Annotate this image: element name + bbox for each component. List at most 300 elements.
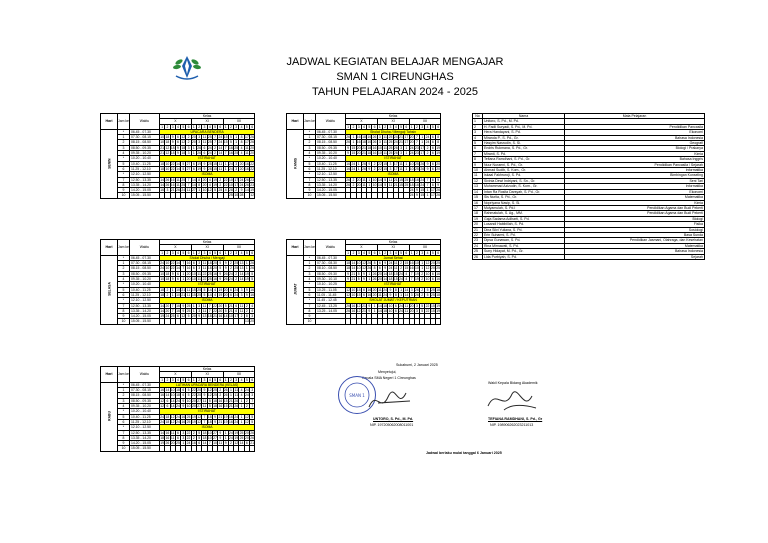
teacher-code-cell: 21 bbox=[362, 303, 366, 308]
teacher-code-cell: 26 bbox=[393, 151, 398, 156]
teacher-code-cell: 6 bbox=[177, 271, 179, 276]
teacher-code-cell: 11 bbox=[239, 303, 244, 308]
teacher-code-cell: 2 bbox=[373, 161, 376, 166]
teacher-code-cell: 18 bbox=[207, 419, 212, 424]
teacher-code-cell: 8 bbox=[373, 261, 376, 266]
class-number: 1 bbox=[224, 124, 227, 129]
period-time: 06.45 - 07.30 bbox=[129, 255, 159, 260]
class-number: 1 bbox=[378, 124, 381, 129]
teacher-code-cell: 9 bbox=[245, 287, 248, 292]
teacher-code-cell: 26 bbox=[436, 188, 441, 193]
teacher-code-cell: 12 bbox=[244, 414, 249, 419]
kelas-header: Kelas bbox=[345, 114, 440, 119]
staff-subject: Pendidikan Pancasila bbox=[565, 124, 705, 129]
teacher-code-cell: 6 bbox=[431, 140, 434, 145]
teacher-code-cell: 25 bbox=[186, 303, 191, 308]
teacher-code-cell: 5 bbox=[230, 135, 232, 140]
teacher-code-cell: 20 bbox=[356, 151, 361, 156]
period-time: 15.05 - 15.50 bbox=[129, 193, 159, 198]
teacher-code-cell: 10 bbox=[377, 151, 382, 156]
teacher-code-cell: 19 bbox=[218, 292, 223, 297]
teacher-code-cell: 20 bbox=[191, 135, 196, 140]
teacher-code-cell: 26 bbox=[367, 266, 372, 271]
class-number: 4 bbox=[208, 250, 211, 255]
teacher-code-cell: 22 bbox=[377, 161, 382, 166]
teacher-code-cell: 10 bbox=[160, 277, 164, 282]
grade-header: XII bbox=[409, 245, 441, 250]
period-time: 08.50 - 09.30 bbox=[315, 271, 345, 276]
teacher-code-cell: 10 bbox=[229, 177, 233, 182]
period-time: 12.10 - 12.50 bbox=[129, 298, 159, 303]
teacher-code-cell: 18 bbox=[170, 151, 175, 156]
teacher-code-cell: 19 bbox=[197, 161, 202, 166]
teacher-code-cell: 10 bbox=[165, 166, 170, 171]
class-number: 2 bbox=[230, 250, 232, 255]
teacher-code-cell: 5 bbox=[426, 292, 429, 297]
staff-name: Intan Ra Rosita Darsyah, S. Pd., Gr. bbox=[483, 189, 565, 194]
schedule-row bbox=[287, 145, 441, 150]
teacher-code-cell: 13 bbox=[239, 261, 244, 266]
teacher-code-cell: 24 bbox=[399, 271, 403, 276]
teacher-code-cell: 14 bbox=[191, 182, 196, 187]
teacher-code-cell: 4 bbox=[251, 308, 254, 313]
teacher-code-cell: 10 bbox=[207, 435, 212, 440]
teacher-code-cell: 18 bbox=[160, 435, 164, 440]
teacher-code-cell: 26 bbox=[250, 261, 255, 266]
teacher-code-cell: 16 bbox=[181, 419, 186, 424]
period-number: 1 bbox=[118, 135, 130, 140]
teacher-code-cell: 10 bbox=[229, 314, 233, 319]
teacher-code-cell: 7 bbox=[224, 145, 227, 150]
schedule-row bbox=[287, 140, 441, 145]
staff-name: Dipsa Gunawan, S. Pd. bbox=[483, 238, 565, 243]
teacher-code-cell: 1 bbox=[368, 182, 371, 187]
teacher-code-cell: 25 bbox=[213, 393, 217, 398]
teacher-code-cell: 16 bbox=[181, 414, 186, 419]
teacher-code-cell: 25 bbox=[388, 145, 393, 150]
period-number: 10 bbox=[304, 193, 316, 198]
waktu-header: Waktu bbox=[315, 114, 345, 130]
teacher-code-cell: 22 bbox=[213, 308, 217, 313]
teacher-code-cell: 16 bbox=[229, 145, 233, 150]
teacher-code-cell: 20 bbox=[239, 161, 244, 166]
teacher-code-cell: 14 bbox=[383, 277, 388, 282]
teacher-code-cell: 2 bbox=[426, 145, 429, 150]
teacher-code-cell: 18 bbox=[207, 261, 212, 266]
teacher-code-cell: 14 bbox=[165, 388, 170, 393]
teacher-code-cell: 3 bbox=[400, 145, 402, 150]
staff-row bbox=[473, 254, 705, 259]
teacher-code-cell: 26 bbox=[372, 135, 377, 140]
staff-name: Miranti, S. Pd. bbox=[483, 151, 565, 156]
schedule-row bbox=[101, 277, 255, 282]
class-number: 4 bbox=[240, 377, 243, 382]
teacher-code-cell: 15 bbox=[420, 193, 425, 198]
class-number: 5 bbox=[214, 124, 216, 129]
class-number: 1 bbox=[347, 124, 350, 129]
teacher-code-cell: 26 bbox=[223, 388, 228, 393]
principal-role: Kepala SMA Negeri 1 Cireunghas bbox=[362, 376, 416, 380]
grade-header: XI bbox=[377, 245, 409, 250]
teacher-code-cell: 9 bbox=[219, 277, 222, 282]
staff-header: Mata Pelajaran bbox=[565, 114, 705, 119]
teacher-code-cell: 8 bbox=[437, 140, 440, 145]
teacher-code-cell: 18 bbox=[176, 388, 180, 393]
teacher-code-cell: 9 bbox=[203, 393, 206, 398]
teacher-code-cell: 5 bbox=[203, 287, 206, 292]
teacher-code-cell: 2 bbox=[235, 277, 238, 282]
kelas-header: Kelas bbox=[159, 367, 254, 372]
period-number: 3 bbox=[118, 398, 130, 403]
period-time: 10.20 - 10.40 bbox=[129, 409, 159, 414]
teacher-code-cell: 18 bbox=[176, 393, 180, 398]
teacher-code-cell: 10 bbox=[170, 393, 175, 398]
teacher-code-cell: 15 bbox=[399, 177, 403, 182]
teacher-code-cell: 5 bbox=[357, 271, 360, 276]
teacher-code-cell: 6 bbox=[177, 314, 179, 319]
teacher-code-cell: 7 bbox=[187, 182, 190, 187]
schedule-row bbox=[287, 177, 441, 182]
break-event: ISTIRAHAT bbox=[159, 282, 254, 287]
teacher-code-cell: 22 bbox=[170, 161, 175, 166]
teacher-code-cell: 26 bbox=[244, 182, 249, 187]
teacher-code-cell: 21 bbox=[229, 404, 233, 409]
period-number: * bbox=[304, 129, 316, 134]
teacher-code-cell: 2 bbox=[245, 303, 248, 308]
period-number: 2 bbox=[118, 393, 130, 398]
period-time: 15.05 - 15.50 bbox=[129, 446, 159, 451]
staff-subject: Pendidikan Pancasila / Sejarah bbox=[565, 162, 705, 167]
teacher-code-cell: 18 bbox=[202, 435, 207, 440]
teacher-code-cell: 16 bbox=[186, 266, 191, 271]
grade-header: XII bbox=[223, 245, 255, 250]
teacher-code-cell: 7 bbox=[416, 135, 418, 140]
class-number: 3 bbox=[171, 250, 174, 255]
teacher-code-cell: 1 bbox=[426, 188, 429, 193]
teacher-code-cell: 5 bbox=[421, 308, 424, 313]
class-number: 3 bbox=[171, 124, 174, 129]
schedule-row bbox=[101, 314, 255, 319]
teacher-code-cell: 18 bbox=[388, 277, 393, 282]
schedule-row bbox=[101, 182, 255, 187]
teacher-code-cell: 18 bbox=[346, 261, 350, 266]
class-number: 5 bbox=[400, 250, 402, 255]
staff-name: Sis Nurlia, S. Pd., Gr. bbox=[483, 195, 565, 200]
teacher-code-cell: 19 bbox=[218, 287, 223, 292]
teacher-code-cell: 8 bbox=[394, 292, 397, 297]
staff-subject: Ekonomi bbox=[565, 189, 705, 194]
staff-name: Ahmad Sudib, S. Kom., Gr. bbox=[483, 168, 565, 173]
period-time: 13.35 - 14.20 bbox=[129, 182, 159, 187]
schedule-row bbox=[287, 266, 441, 271]
teacher-code-cell: 9 bbox=[426, 166, 429, 171]
teacher-code-cell: 20 bbox=[356, 145, 361, 150]
grade-header: XII bbox=[223, 372, 255, 377]
teacher-code-cell: 20 bbox=[250, 151, 255, 156]
period-time: 11.05 - 11.45 bbox=[315, 292, 345, 297]
teacher-code-cell: 5 bbox=[198, 430, 201, 435]
teacher-code-cell: 1 bbox=[368, 177, 371, 182]
teacher-code-cell: 16 bbox=[218, 398, 223, 403]
teacher-code-cell: 17 bbox=[404, 135, 409, 140]
teacher-code-cell: 18 bbox=[160, 166, 164, 171]
teacher-code-cell: 1 bbox=[373, 303, 376, 308]
period-time: 07.30 - 08.15 bbox=[129, 388, 159, 393]
teacher-code-cell: 22 bbox=[191, 393, 196, 398]
teacher-code-cell: 12 bbox=[346, 292, 350, 297]
teacher-code-cell: 14 bbox=[160, 430, 164, 435]
schedule-row bbox=[101, 261, 255, 266]
schedule-row bbox=[101, 303, 255, 308]
teacher-code-cell: 20 bbox=[165, 308, 170, 313]
teacher-code-cell: 26 bbox=[367, 261, 372, 266]
period-time: 10.20 - 10.40 bbox=[315, 156, 345, 161]
teacher-code-cell: 16 bbox=[409, 261, 414, 266]
period-number: * bbox=[118, 129, 130, 134]
teacher-code-cell: 26 bbox=[197, 145, 202, 150]
teacher-code-cell: 24 bbox=[218, 135, 223, 140]
teacher-code-cell: 7 bbox=[224, 151, 227, 156]
teacher-code-cell: 7 bbox=[214, 135, 216, 140]
teacher-code-cell: 10 bbox=[176, 287, 180, 292]
teacher-code-cell: 11 bbox=[245, 151, 249, 156]
break-event: ISTIRAHAT bbox=[159, 156, 254, 161]
teacher-code-cell: 11 bbox=[383, 135, 387, 140]
teacher-code-cell: 10 bbox=[415, 266, 419, 271]
teacher-code-cell: 9 bbox=[368, 166, 371, 171]
teacher-code-cell: 20 bbox=[436, 161, 441, 166]
teacher-code-cell: 11 bbox=[170, 430, 175, 435]
period-number: * bbox=[118, 409, 130, 414]
teacher-code-cell: 1 bbox=[198, 188, 201, 193]
principal-nip: NIP. 197205062008011001 bbox=[370, 423, 414, 427]
teacher-code-cell: 12 bbox=[207, 188, 212, 193]
teacher-code-cell: 1 bbox=[352, 135, 355, 140]
teacher-code-cell: 10 bbox=[234, 193, 239, 198]
teacher-code-cell: 14 bbox=[160, 177, 164, 182]
teacher-code-cell: 25 bbox=[234, 266, 239, 271]
teacher-code-cell: 27 bbox=[191, 188, 196, 193]
teacher-code-cell: 18 bbox=[436, 292, 441, 297]
teacher-code-cell: 7 bbox=[251, 398, 254, 403]
teacher-code-cell: 16 bbox=[176, 308, 180, 313]
class-number: 3 bbox=[389, 250, 392, 255]
teacher-code-cell: 5 bbox=[187, 388, 190, 393]
class-number: 2 bbox=[352, 124, 355, 129]
teacher-code-cell: 18 bbox=[165, 140, 170, 145]
teacher-code-cell: 22 bbox=[186, 430, 191, 435]
grade-header: X bbox=[159, 372, 191, 377]
break-event: ISTIRAHAT bbox=[345, 156, 440, 161]
grade-header: X bbox=[159, 119, 191, 124]
staff-no: 2 bbox=[473, 124, 483, 129]
period-time: 14.20 - 15.05 bbox=[129, 314, 159, 319]
teacher-code-cell: 14 bbox=[160, 182, 164, 187]
staff-no: 7 bbox=[473, 151, 483, 156]
teacher-code-cell: 6 bbox=[198, 441, 201, 446]
schedule-row bbox=[101, 166, 255, 171]
teacher-code-cell: 27 bbox=[213, 435, 217, 440]
teacher-code-cell: 18 bbox=[165, 277, 170, 282]
teacher-code-cell: 20 bbox=[372, 287, 377, 292]
teacher-code-cell: 26 bbox=[223, 393, 228, 398]
teacher-code-cell: 10 bbox=[170, 388, 175, 393]
teacher-code-cell: 22 bbox=[170, 266, 175, 271]
teacher-code-cell: 20 bbox=[191, 398, 196, 403]
staff-subject: Pendidikan Jasmani, Olahraga, dan Kesehatan bbox=[565, 238, 705, 243]
teacher-code-cell: 15 bbox=[213, 161, 217, 166]
period-time: 06.45 - 07.30 bbox=[129, 382, 159, 387]
period-number: 9 bbox=[304, 314, 316, 319]
teacher-code-cell: 6 bbox=[235, 308, 238, 313]
teacher-code-cell: 12 bbox=[207, 393, 212, 398]
teacher-code-cell: 16 bbox=[415, 182, 419, 187]
period-number: 8 bbox=[118, 182, 130, 187]
teacher-code-cell: 5 bbox=[187, 393, 190, 398]
jam-header: Jam ke bbox=[118, 114, 130, 130]
schedule-row bbox=[101, 441, 255, 446]
teacher-code-cell: 4 bbox=[240, 151, 243, 156]
class-number: 3 bbox=[389, 124, 392, 129]
period-time: 11.25 - 12.10 bbox=[129, 166, 159, 171]
teacher-code-cell: 24 bbox=[186, 441, 191, 446]
waktu-header: Waktu bbox=[129, 367, 159, 383]
teacher-code-cell: 7 bbox=[182, 266, 185, 271]
schedule-row bbox=[101, 382, 255, 387]
teacher-code-cell: 7 bbox=[203, 419, 206, 424]
teacher-code-cell: 11 bbox=[378, 287, 382, 292]
teacher-code-cell: 10 bbox=[409, 161, 414, 166]
teacher-code-cell: 11 bbox=[218, 441, 223, 446]
teacher-code-cell: 16 bbox=[176, 303, 180, 308]
class-number: 3 bbox=[421, 250, 424, 255]
teacher-code-cell: 19 bbox=[191, 414, 196, 419]
period-time: 13.35 - 14.20 bbox=[129, 308, 159, 313]
teacher-code-cell: 24 bbox=[207, 145, 212, 150]
teacher-code-cell: 25 bbox=[239, 435, 244, 440]
teacher-code-cell: 18 bbox=[165, 135, 170, 140]
grade-header: X bbox=[345, 245, 377, 250]
teacher-code-cell: 20 bbox=[409, 135, 414, 140]
teacher-code-cell: 9 bbox=[347, 151, 350, 156]
period-number: * bbox=[304, 172, 316, 177]
teacher-code-cell: 26 bbox=[420, 161, 425, 166]
teacher-code-cell: 11 bbox=[383, 145, 387, 150]
teacher-code-cell: 24 bbox=[383, 287, 388, 292]
schedule-row bbox=[101, 161, 255, 166]
teacher-code-cell: 9 bbox=[384, 266, 387, 271]
teacher-code-cell: 9 bbox=[182, 404, 185, 409]
break-event: ISTIRAHAT bbox=[159, 409, 254, 414]
teacher-code-cell: 15 bbox=[223, 135, 228, 140]
teacher-code-cell: 3 bbox=[187, 145, 190, 150]
teacher-code-cell: 15 bbox=[430, 303, 435, 308]
teacher-code-cell: 6 bbox=[245, 441, 248, 446]
period-number: 7 bbox=[118, 303, 130, 308]
staff-no: 9 bbox=[473, 162, 483, 167]
period-number: * bbox=[118, 282, 130, 287]
teacher-code-cell: 12 bbox=[356, 308, 361, 313]
teacher-code-cell: 26 bbox=[393, 145, 398, 150]
teacher-code-cell: 19 bbox=[223, 419, 228, 424]
teacher-code-cell: 16 bbox=[250, 292, 255, 297]
teacher-code-cell: 14 bbox=[207, 292, 212, 297]
period-number: 6 bbox=[304, 292, 316, 297]
teacher-code-cell: 25 bbox=[218, 188, 223, 193]
teacher-code-cell: 16 bbox=[218, 404, 223, 409]
staff-no: 10 bbox=[473, 168, 483, 173]
teacher-code-cell: 6 bbox=[394, 308, 397, 313]
staff-subject: Bahasa Indonesia bbox=[565, 135, 705, 140]
period-time: 12.50 - 13.35 bbox=[129, 430, 159, 435]
teacher-code-cell: 16 bbox=[415, 177, 419, 182]
teacher-code-cell: 24 bbox=[239, 182, 244, 187]
teacher-code-cell: 12 bbox=[160, 398, 164, 403]
teacher-code-cell: 4 bbox=[224, 188, 227, 193]
teacher-code-cell: 9 bbox=[368, 161, 371, 166]
teacher-code-cell: 11 bbox=[202, 398, 207, 403]
staff-no: 5 bbox=[473, 141, 483, 146]
teacher-code-cell: 24 bbox=[393, 140, 398, 145]
teacher-code-cell: 18 bbox=[207, 266, 212, 271]
teacher-code-cell: 9 bbox=[389, 287, 392, 292]
teacher-code-cell: 10 bbox=[367, 140, 372, 145]
teacher-code-cell: 12 bbox=[160, 404, 164, 409]
teacher-code-cell: 18 bbox=[409, 182, 414, 187]
period-number: 2 bbox=[304, 266, 316, 271]
schedule-table-selasa bbox=[100, 239, 255, 325]
teacher-code-cell: 5 bbox=[208, 398, 211, 403]
teacher-code-cell: 3 bbox=[198, 266, 201, 271]
teacher-code-cell: 14 bbox=[239, 441, 244, 446]
teacher-code-cell: 16 bbox=[213, 277, 217, 282]
teacher-code-cell: 12 bbox=[181, 135, 186, 140]
class-number: 5 bbox=[182, 250, 185, 255]
teacher-code-cell: 7 bbox=[416, 140, 418, 145]
teacher-code-cell: 14 bbox=[218, 145, 223, 150]
staff-subject: Kimia bbox=[565, 200, 705, 205]
staff-name: Nuur Nuraeni, S. Pd., Gr. bbox=[483, 162, 565, 167]
teacher-code-cell: 16 bbox=[356, 140, 361, 145]
teacher-code-cell: 20 bbox=[202, 182, 207, 187]
teacher-code-cell: 6 bbox=[182, 388, 185, 393]
teacher-code-cell: 7 bbox=[214, 140, 216, 145]
teacher-code-cell: 25 bbox=[239, 430, 244, 435]
class-number: 3 bbox=[235, 250, 238, 255]
schedule-row bbox=[101, 446, 255, 451]
teacher-code-cell: 24 bbox=[160, 261, 164, 266]
teacher-code-cell: 15 bbox=[356, 292, 361, 297]
teacher-code-cell: 27 bbox=[197, 398, 202, 403]
teacher-code-cell: 7 bbox=[187, 177, 190, 182]
period-number: 10 bbox=[118, 446, 130, 451]
period-time: 14.20 - 15.05 bbox=[315, 188, 345, 193]
teacher-code-cell: 3 bbox=[166, 188, 169, 193]
teacher-code-cell: 21 bbox=[250, 441, 255, 446]
teacher-code-cell: 15 bbox=[383, 161, 388, 166]
teacher-code-cell: 11 bbox=[202, 140, 207, 145]
period-time: 07.30 - 08.15 bbox=[129, 135, 159, 140]
teacher-code-cell: 16 bbox=[351, 303, 356, 308]
teacher-code-cell: 26 bbox=[346, 182, 350, 187]
teacher-code-cell: 17 bbox=[244, 140, 249, 145]
teacher-code-cell: 4 bbox=[214, 292, 216, 297]
period-time: 08.15 - 08.50 bbox=[129, 266, 159, 271]
teacher-code-cell: 21 bbox=[160, 145, 164, 150]
teacher-code-cell: 24 bbox=[160, 266, 164, 271]
period-number: 8 bbox=[304, 182, 316, 187]
teacher-code-cell: 25 bbox=[404, 182, 409, 187]
